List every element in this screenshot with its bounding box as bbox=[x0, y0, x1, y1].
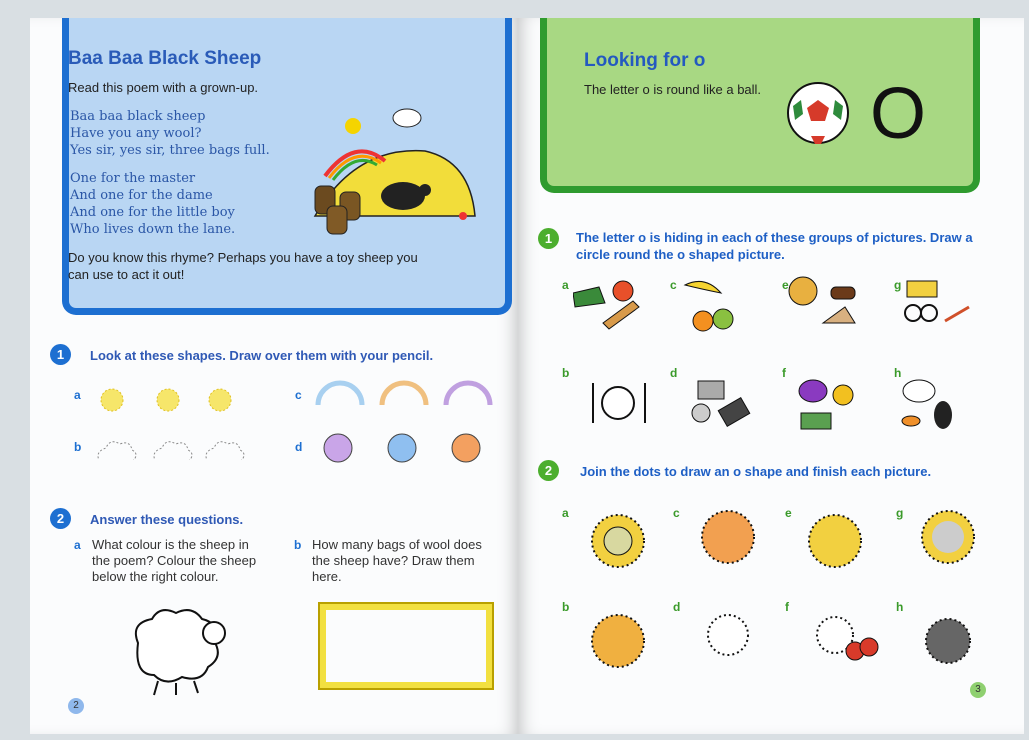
banknote-icon bbox=[801, 413, 831, 429]
rainbow-icon bbox=[446, 383, 490, 405]
poem-verse-1 bbox=[70, 108, 270, 159]
poem-question: Do you know this rhyme? Perhaps you have a toy sheep you can use to act it out! bbox=[68, 250, 418, 282]
verse-line: One for the master bbox=[70, 171, 196, 186]
trace-shapes-a-b bbox=[90, 380, 260, 460]
cloud-icon bbox=[98, 442, 136, 460]
plate-icon bbox=[602, 387, 634, 419]
label-a: a bbox=[74, 388, 81, 402]
pizza-icon bbox=[789, 277, 817, 305]
ball-icon bbox=[613, 281, 633, 301]
cloud-icon bbox=[206, 442, 244, 460]
orange-icon bbox=[693, 311, 713, 331]
sheep-outline-icon[interactable] bbox=[128, 603, 238, 698]
saw-icon bbox=[926, 619, 970, 663]
label-g: g bbox=[894, 278, 902, 292]
label-f: f bbox=[782, 366, 786, 380]
hat-icon bbox=[592, 615, 644, 667]
label-b: b bbox=[74, 440, 82, 454]
label-b: b bbox=[562, 600, 570, 614]
label-c: c bbox=[673, 506, 680, 520]
picture-groups bbox=[573, 273, 1023, 453]
chocolate-icon bbox=[831, 287, 855, 299]
rainbow-icon bbox=[382, 383, 426, 405]
verse-line: And one for the little boy bbox=[70, 205, 235, 220]
page-number-left: 2 bbox=[68, 698, 84, 714]
pear-icon bbox=[713, 309, 733, 329]
question-2a-text: What colour is the sheep in the poem? Colour the sheep below the right colour. bbox=[92, 537, 257, 584]
label-2b: b bbox=[294, 538, 302, 552]
question-1-text: The letter o is hiding in each of these groups of pictures. Draw a circle round the o shaped picture. bbox=[576, 230, 973, 262]
label-f: f bbox=[785, 600, 789, 614]
label-2a: a bbox=[74, 538, 81, 552]
trace-shapes-c-d bbox=[310, 373, 500, 468]
purse-icon bbox=[799, 380, 827, 402]
label-a: a bbox=[562, 506, 569, 520]
verse-line: And one for the dame bbox=[70, 188, 213, 203]
question-1-number: 1 bbox=[50, 344, 71, 365]
coin-icon bbox=[833, 385, 853, 405]
flower-icon bbox=[452, 434, 480, 462]
paintbrush-icon bbox=[945, 307, 969, 321]
question-2-text: Join the dots to draw an o shape and finish each picture. bbox=[580, 464, 932, 479]
polar-bear-icon bbox=[903, 380, 935, 402]
sun-icon bbox=[157, 389, 179, 411]
poem-verse-2 bbox=[70, 170, 235, 238]
tape-icon bbox=[708, 615, 748, 655]
penguin-icon bbox=[934, 401, 952, 429]
poem-title: Baa Baa Black Sheep bbox=[68, 48, 262, 69]
football-icon bbox=[783, 78, 853, 148]
section-description: The letter o is round like a ball. bbox=[584, 82, 762, 97]
label-a: a bbox=[562, 278, 569, 292]
sun-icon bbox=[101, 389, 123, 411]
sun-icon bbox=[209, 389, 231, 411]
sandwich-icon bbox=[823, 307, 855, 323]
label-e: e bbox=[785, 506, 792, 520]
question-2-number: 2 bbox=[538, 460, 559, 481]
bat-icon bbox=[603, 301, 639, 329]
verse-line: Have you any wool? bbox=[70, 126, 202, 141]
right-page bbox=[518, 18, 1024, 734]
ring-icon bbox=[809, 515, 861, 567]
flower-icon bbox=[324, 434, 352, 462]
question-2b-text: How many bags of wool does the sheep have? Draw them here. bbox=[312, 537, 482, 584]
label-c: c bbox=[295, 388, 302, 402]
glasses-icon bbox=[905, 305, 921, 321]
cassette-icon bbox=[698, 381, 724, 399]
fish-icon bbox=[902, 416, 920, 426]
label-h: h bbox=[894, 366, 902, 380]
poem-instruction: Read this poem with a grown-up. bbox=[68, 80, 259, 95]
tennis-racket-icon bbox=[702, 511, 754, 563]
label-g: g bbox=[896, 506, 904, 520]
label-d: d bbox=[670, 366, 678, 380]
label-c: c bbox=[670, 278, 677, 292]
question-2-number: 2 bbox=[50, 508, 71, 529]
verse-line: Who lives down the lane. bbox=[70, 222, 236, 237]
cd-icon bbox=[692, 404, 710, 422]
question-1-number: 1 bbox=[538, 228, 559, 249]
left-page bbox=[30, 18, 518, 734]
videotape-icon bbox=[718, 398, 750, 427]
page-number-right: 3 bbox=[970, 682, 986, 698]
join-the-dots-pictures[interactable] bbox=[573, 503, 1023, 703]
label-b: b bbox=[562, 366, 570, 380]
drawing-box[interactable] bbox=[320, 604, 492, 688]
big-letter-o: O bbox=[870, 74, 927, 154]
banana-icon bbox=[685, 281, 721, 293]
rainbow-icon bbox=[318, 383, 362, 405]
label-d: d bbox=[295, 440, 303, 454]
section-title: Looking for o bbox=[584, 50, 706, 71]
label-e: e bbox=[782, 278, 789, 292]
cloud-icon bbox=[154, 442, 192, 460]
label-h: h bbox=[896, 600, 904, 614]
label-d: d bbox=[673, 600, 681, 614]
verse-line: Yes sir, yes sir, three bags full. bbox=[70, 143, 270, 158]
question-2-text: Answer these questions. bbox=[90, 512, 244, 527]
question-1-text: Look at these shapes. Draw over them with your pencil. bbox=[90, 348, 434, 363]
verse-line: Baa baa black sheep bbox=[70, 109, 206, 124]
book-icon bbox=[907, 281, 937, 297]
flower-icon bbox=[388, 434, 416, 462]
sheep-field-illustration bbox=[295, 106, 480, 236]
shoe-icon bbox=[573, 287, 605, 307]
